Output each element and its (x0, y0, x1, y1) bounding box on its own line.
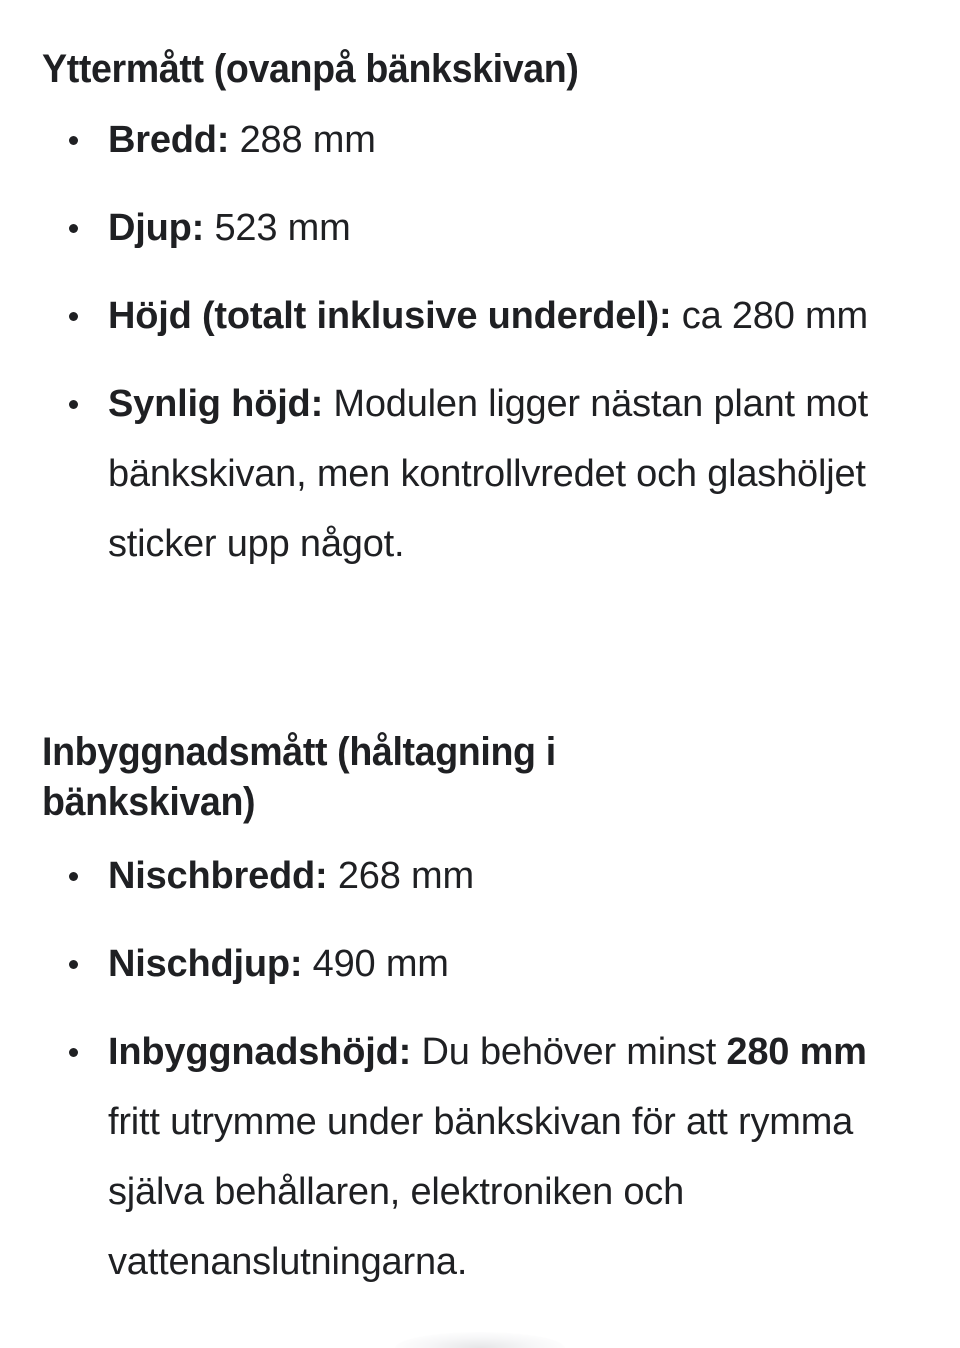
list-item-value: ca 280 mm (671, 295, 868, 337)
list-item-value: 523 mm (204, 207, 351, 249)
list-item-value-tail: fritt utrymme under bänkskivan för att rymma själva behållaren, elektroniken och vattenanslutningarna. (108, 1101, 854, 1283)
list-item-label: Nischbredd: (108, 855, 328, 897)
list-item-value: 268 mm (327, 855, 474, 897)
section-heading-inbyggnadsmatt-wrap (42, 727, 742, 827)
list-item-value: Du behöver minst (411, 1031, 727, 1073)
list-item-emphasis: 280 mm (726, 1031, 867, 1073)
list-item-label: Bredd: (108, 119, 230, 161)
list-item (42, 193, 917, 263)
list-item-label: Synlig höjd: (108, 383, 324, 425)
list-item-label: Höjd (totalt inklusive underdel): (108, 295, 672, 337)
list-item-label: Djup: (108, 207, 205, 249)
bullet-dot-icon (68, 369, 80, 439)
section-heading-inbyggnadsmatt: Inbyggnadsmått (håltagning i bänkskivan) (42, 730, 556, 824)
list-item (42, 841, 917, 911)
list-item-label: Nischdjup: (108, 943, 303, 985)
list-item-value: 490 mm (302, 943, 449, 985)
bullet-dot-icon (68, 281, 80, 351)
bullet-list-yttermatt (42, 105, 917, 579)
bullet-dot-icon (68, 193, 80, 263)
section-heading-yttermatt-wrap (42, 44, 922, 94)
section-heading-yttermatt: Yttermått (ovanpå bänkskivan) (42, 47, 579, 91)
list-item-value: 288 mm (229, 119, 376, 161)
list-item-label: Inbyggnadshöjd: (108, 1031, 412, 1073)
list-item (42, 281, 917, 351)
list-item (42, 929, 917, 999)
bullet-dot-icon (68, 929, 80, 999)
list-item (42, 105, 917, 175)
list-item (42, 369, 917, 579)
list-item (42, 1017, 917, 1297)
bullet-dot-icon (68, 105, 80, 175)
scroll-indicator (395, 1332, 565, 1348)
bullet-dot-icon (68, 1017, 80, 1087)
bullet-list-inbyggnadsmatt (42, 841, 917, 1297)
list-item-value: Modulen ligger nästan plant mot bänkskivan, men kontrollvredet och glashöljet sticker upp något. (108, 383, 868, 565)
bullet-dot-icon (68, 841, 80, 911)
